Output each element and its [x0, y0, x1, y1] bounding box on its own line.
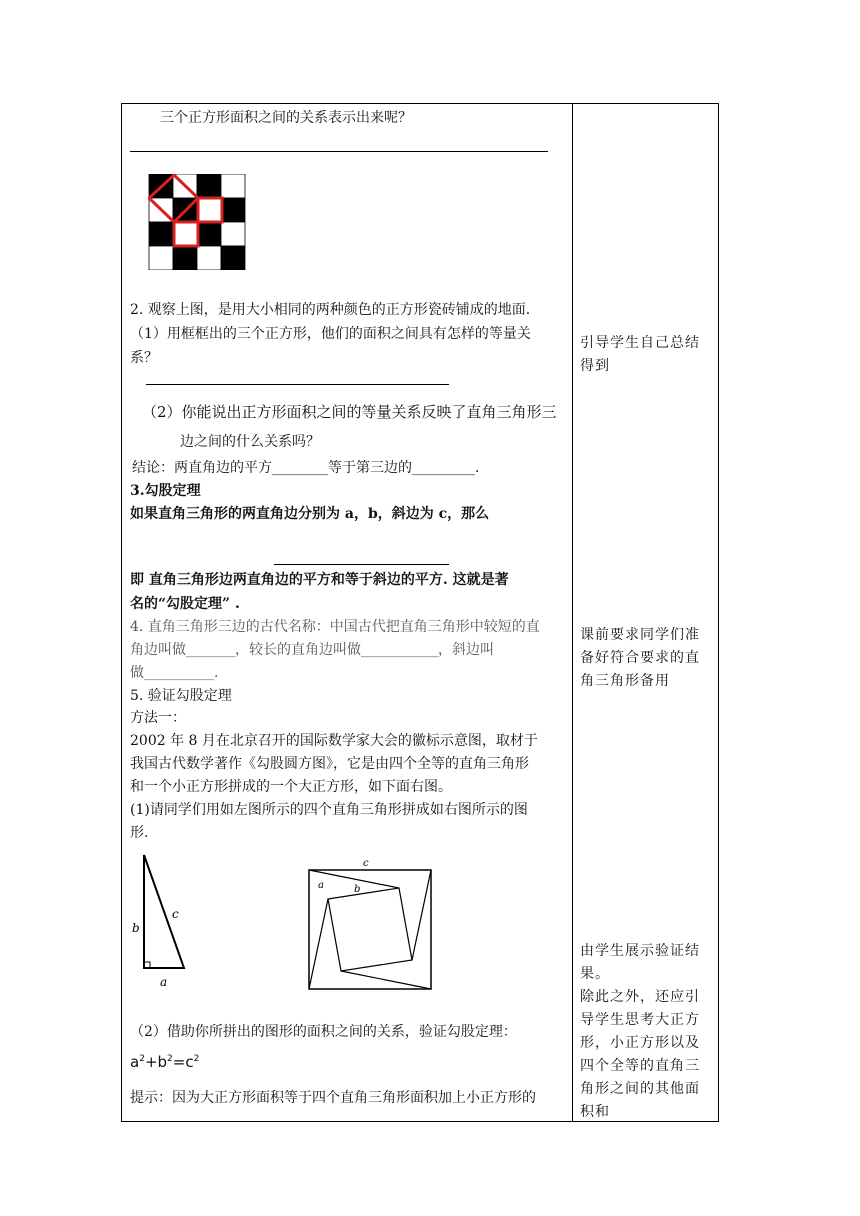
item4-line2: 角边叫做_______，较长的直角边叫做___________，斜边叫 [130, 642, 494, 658]
triangle-label-c: c [172, 907, 179, 921]
triangle-label-b: b [132, 921, 140, 935]
method1-p2: 我国古代数学著作《勾股圆方图》，它是由四个全等的直角三角形 [130, 756, 529, 772]
inner-small-square [328, 888, 412, 971]
grid-tile [197, 246, 221, 270]
note-show-results: 由学生展示验证结果。 [580, 943, 700, 982]
item3-title: 3.勾股定理 [130, 483, 201, 499]
formula-exp-1: 2 [139, 1054, 145, 1064]
square-label-a: a [318, 880, 324, 891]
item2-q1-line1: （1）用框框出的三个正方形，他们的面积之间具有怎样的等量关 [130, 326, 531, 342]
method1-q1-line1: (1)请同学们用如左图所示的四个直角三角形拼成如右图所示的图 [130, 802, 528, 818]
formula-plus-b: +b [144, 1053, 168, 1071]
answer-line [130, 151, 548, 152]
hint-line: 提示：因为大正方形面积等于四个直角三角形面积加上小正方形的 [130, 1090, 536, 1106]
pinwheel-lines [309, 870, 431, 989]
grid-tile [221, 222, 245, 246]
grid-tile [221, 198, 245, 222]
item2-q2-line2: 边之间的什么关系吗？ [180, 434, 320, 450]
formula-exp-2: 2 [167, 1054, 173, 1064]
answer-line-q1 [146, 384, 449, 385]
formula-eq-c: =c [172, 1053, 194, 1071]
tile-grid-figure [148, 174, 248, 270]
method1-q2: （2）借助你所拼出的图形的面积之间的关系，验证勾股定理： [130, 1024, 517, 1040]
intro-line: 三个正方形面积之间的关系表示出来呢？ [160, 110, 412, 126]
note-other-areas: 除此之外，还应引导学生思考大正方形，小正方形以及四个全等的直角三角形之间的其他面积和 [580, 989, 700, 1120]
item2-q1-line2: 系？ [130, 350, 158, 366]
pinwheel-square-figure [306, 858, 436, 992]
answer-line-theorem [274, 564, 449, 565]
grid-tile [149, 222, 173, 246]
grid-tile [173, 222, 197, 246]
method1-p1: 2002 年 8 月在北京召开的国际数学家大会的徽标示意图，取材于 [130, 733, 538, 749]
note-summarize: 引导学生自己总结得到 [580, 335, 700, 374]
formula-a: a [130, 1053, 140, 1071]
item3-explain-line2: 名的“勾股定理” . [130, 596, 240, 612]
square-label-b: b [354, 884, 361, 895]
item4-line1: 4. 直角三角形三边的古代名称：中国古代把直角三角形中较短的直 [130, 619, 540, 635]
column-divider [572, 104, 573, 1121]
lesson-table [121, 103, 719, 1122]
square-label-c: c [363, 858, 369, 869]
item3-explain-line1: 即 直角三角形边两直角边的平方和等于斜边的平方. 这就是著 [130, 572, 509, 588]
item3-statement: 如果直角三角形的两直角边分别为 a，b，斜边为 c，那么 [130, 506, 490, 522]
item2-q2-line1: （2）你能说出正方形面积之间的等量关系反映了直角三角形三 [142, 403, 557, 421]
large-square [309, 870, 431, 989]
method1-p3: 和一个小正方形拼成的一个大正方形，如下面右图。 [130, 779, 452, 795]
grid-tile [173, 246, 197, 270]
conclusion-line: 结论：两直角边的平方________等于第三边的_________. [132, 460, 480, 476]
triangle-label-a: a [160, 975, 168, 989]
grid-tile [221, 174, 245, 198]
item4-line3: 做__________. [130, 665, 219, 681]
grid-tile [197, 222, 221, 246]
grid-tile [197, 198, 221, 222]
item5-title: 5. 验证勾股定理 [130, 688, 232, 704]
formula-exp-3: 2 [193, 1054, 200, 1064]
pythagorean-formula [130, 1049, 199, 1072]
right-triangle-figure [128, 848, 198, 990]
grid-tile [221, 246, 245, 270]
method1-q1-line2: 形. [130, 825, 149, 841]
method1-label: 方法一： [130, 710, 186, 726]
grid-tile [149, 246, 173, 270]
item2-line1: 2. 观察上图，是用大小相同的两种颜色的正方形瓷砖铺成的地面. [130, 302, 531, 318]
grid-tile [197, 174, 221, 198]
note-prepare-triangles: 课前要求同学们准备好符合要求的直角三角形备用 [580, 627, 700, 689]
